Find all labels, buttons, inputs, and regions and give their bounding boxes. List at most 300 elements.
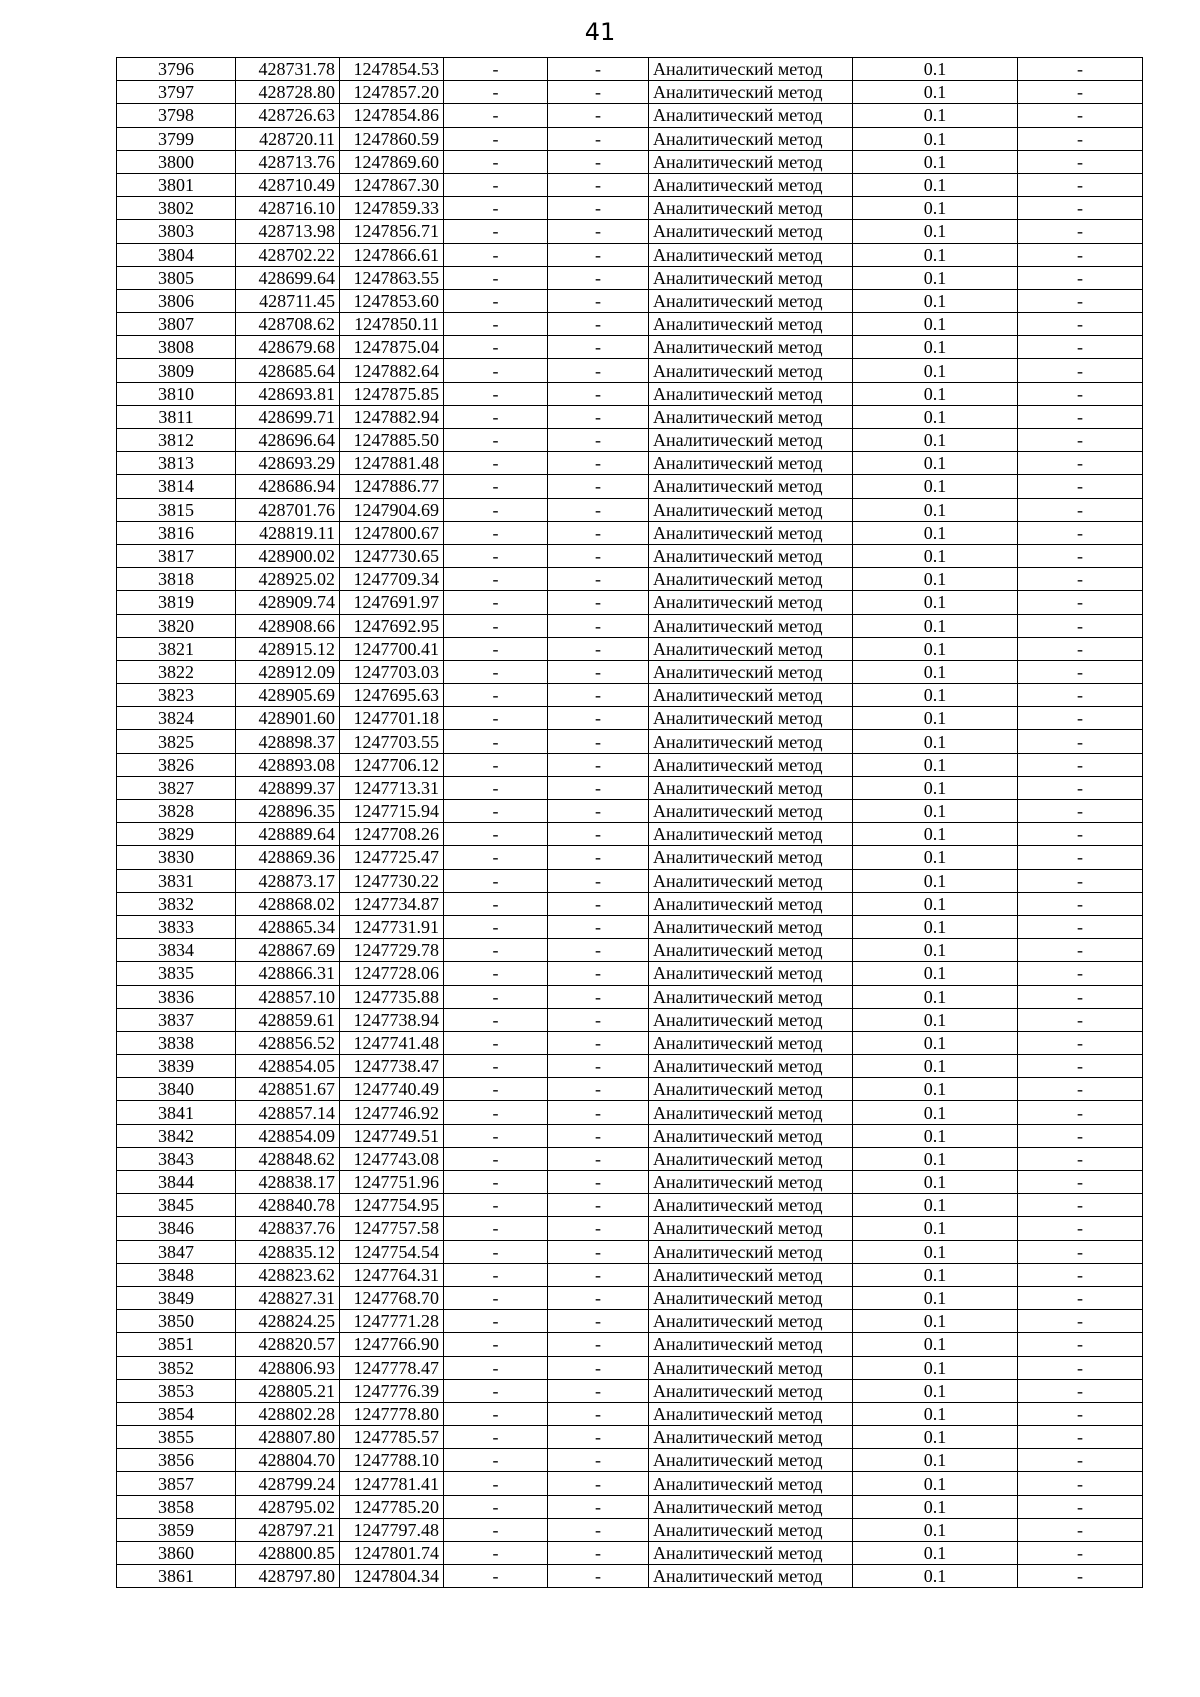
- empty-value-cell: -: [444, 1402, 548, 1425]
- point-number-cell: 3830: [117, 846, 236, 869]
- point-number-cell: 3845: [117, 1194, 236, 1217]
- empty-value-cell: -: [548, 1194, 649, 1217]
- accuracy-cell: 0.1: [853, 544, 1018, 567]
- empty-value-cell: -: [1018, 985, 1143, 1008]
- point-number-cell: 3848: [117, 1263, 236, 1286]
- accuracy-cell: 0.1: [853, 243, 1018, 266]
- x-coordinate-cell: 428854.05: [236, 1055, 340, 1078]
- point-number-cell: 3819: [117, 591, 236, 614]
- accuracy-cell: 0.1: [853, 127, 1018, 150]
- method-cell: Аналитический метод: [649, 637, 853, 660]
- table-row: [117, 1379, 1143, 1402]
- empty-value-cell: -: [548, 243, 649, 266]
- point-number-cell: 3809: [117, 359, 236, 382]
- point-number-cell: 3797: [117, 81, 236, 104]
- empty-value-cell: -: [548, 684, 649, 707]
- y-coordinate-cell: 1247766.90: [340, 1333, 444, 1356]
- empty-value-cell: -: [444, 289, 548, 312]
- accuracy-cell: 0.1: [853, 104, 1018, 127]
- table-row: [117, 869, 1143, 892]
- empty-value-cell: -: [548, 336, 649, 359]
- point-number-cell: 3861: [117, 1565, 236, 1588]
- point-number-cell: 3854: [117, 1402, 236, 1425]
- method-cell: Аналитический метод: [649, 359, 853, 382]
- point-number-cell: 3850: [117, 1310, 236, 1333]
- y-coordinate-cell: 1247692.95: [340, 614, 444, 637]
- accuracy-cell: 0.1: [853, 1124, 1018, 1147]
- x-coordinate-cell: 428869.36: [236, 846, 340, 869]
- table-row: [117, 544, 1143, 567]
- empty-value-cell: -: [548, 1402, 649, 1425]
- empty-value-cell: -: [444, 1472, 548, 1495]
- empty-value-cell: -: [548, 776, 649, 799]
- accuracy-cell: 0.1: [853, 915, 1018, 938]
- accuracy-cell: 0.1: [853, 173, 1018, 196]
- accuracy-cell: 0.1: [853, 730, 1018, 753]
- point-number-cell: 3858: [117, 1495, 236, 1518]
- point-number-cell: 3803: [117, 220, 236, 243]
- table-row: [117, 591, 1143, 614]
- point-number-cell: 3857: [117, 1472, 236, 1495]
- point-number-cell: 3852: [117, 1356, 236, 1379]
- empty-value-cell: -: [444, 637, 548, 660]
- accuracy-cell: 0.1: [853, 637, 1018, 660]
- accuracy-cell: 0.1: [853, 58, 1018, 81]
- table-row: [117, 1333, 1143, 1356]
- empty-value-cell: -: [444, 498, 548, 521]
- empty-value-cell: -: [1018, 498, 1143, 521]
- point-number-cell: 3825: [117, 730, 236, 753]
- empty-value-cell: -: [444, 1194, 548, 1217]
- empty-value-cell: -: [548, 1263, 649, 1286]
- x-coordinate-cell: 428800.85: [236, 1542, 340, 1565]
- empty-value-cell: -: [1018, 544, 1143, 567]
- empty-value-cell: -: [444, 1518, 548, 1541]
- empty-value-cell: -: [548, 1333, 649, 1356]
- method-cell: Аналитический метод: [649, 1055, 853, 1078]
- x-coordinate-cell: 428912.09: [236, 660, 340, 683]
- y-coordinate-cell: 1247801.74: [340, 1542, 444, 1565]
- empty-value-cell: -: [444, 220, 548, 243]
- x-coordinate-cell: 428807.80: [236, 1426, 340, 1449]
- y-coordinate-cell: 1247703.55: [340, 730, 444, 753]
- table-row: [117, 81, 1143, 104]
- x-coordinate-cell: 428840.78: [236, 1194, 340, 1217]
- point-number-cell: 3822: [117, 660, 236, 683]
- empty-value-cell: -: [548, 104, 649, 127]
- table-row: [117, 1031, 1143, 1054]
- empty-value-cell: -: [548, 1565, 649, 1588]
- table-row: [117, 1426, 1143, 1449]
- empty-value-cell: -: [1018, 197, 1143, 220]
- empty-value-cell: -: [444, 800, 548, 823]
- empty-value-cell: -: [444, 1426, 548, 1449]
- empty-value-cell: -: [1018, 1078, 1143, 1101]
- point-number-cell: 3806: [117, 289, 236, 312]
- table-row: [117, 1310, 1143, 1333]
- empty-value-cell: -: [548, 1286, 649, 1309]
- y-coordinate-cell: 1247708.26: [340, 823, 444, 846]
- x-coordinate-cell: 428702.22: [236, 243, 340, 266]
- empty-value-cell: -: [444, 1147, 548, 1170]
- x-coordinate-cell: 428857.10: [236, 985, 340, 1008]
- point-number-cell: 3844: [117, 1171, 236, 1194]
- empty-value-cell: -: [444, 1101, 548, 1124]
- table-row: [117, 1286, 1143, 1309]
- y-coordinate-cell: 1247881.48: [340, 452, 444, 475]
- x-coordinate-cell: 428866.31: [236, 962, 340, 985]
- table-row: [117, 150, 1143, 173]
- empty-value-cell: -: [444, 104, 548, 127]
- empty-value-cell: -: [1018, 220, 1143, 243]
- empty-value-cell: -: [548, 405, 649, 428]
- method-cell: Аналитический метод: [649, 1240, 853, 1263]
- empty-value-cell: -: [1018, 1542, 1143, 1565]
- y-coordinate-cell: 1247797.48: [340, 1518, 444, 1541]
- empty-value-cell: -: [444, 1356, 548, 1379]
- table-row: [117, 1263, 1143, 1286]
- y-coordinate-cell: 1247885.50: [340, 429, 444, 452]
- empty-value-cell: -: [444, 1055, 548, 1078]
- y-coordinate-cell: 1247735.88: [340, 985, 444, 1008]
- empty-value-cell: -: [1018, 1286, 1143, 1309]
- method-cell: Аналитический метод: [649, 429, 853, 452]
- table-row: [117, 1217, 1143, 1240]
- x-coordinate-cell: 428889.64: [236, 823, 340, 846]
- method-cell: Аналитический метод: [649, 1078, 853, 1101]
- empty-value-cell: -: [1018, 1217, 1143, 1240]
- table-row: [117, 1542, 1143, 1565]
- y-coordinate-cell: 1247781.41: [340, 1472, 444, 1495]
- x-coordinate-cell: 428867.69: [236, 939, 340, 962]
- empty-value-cell: -: [548, 359, 649, 382]
- method-cell: Аналитический метод: [649, 544, 853, 567]
- y-coordinate-cell: 1247734.87: [340, 892, 444, 915]
- method-cell: Аналитический метод: [649, 591, 853, 614]
- y-coordinate-cell: 1247875.04: [340, 336, 444, 359]
- empty-value-cell: -: [1018, 800, 1143, 823]
- empty-value-cell: -: [1018, 1008, 1143, 1031]
- method-cell: Аналитический метод: [649, 1194, 853, 1217]
- accuracy-cell: 0.1: [853, 707, 1018, 730]
- empty-value-cell: -: [1018, 313, 1143, 336]
- accuracy-cell: 0.1: [853, 429, 1018, 452]
- accuracy-cell: 0.1: [853, 1565, 1018, 1588]
- empty-value-cell: -: [1018, 869, 1143, 892]
- table-row: [117, 359, 1143, 382]
- table-row: [117, 568, 1143, 591]
- method-cell: Аналитический метод: [649, 1426, 853, 1449]
- point-number-cell: 3802: [117, 197, 236, 220]
- table-row: [117, 730, 1143, 753]
- point-number-cell: 3814: [117, 475, 236, 498]
- accuracy-cell: 0.1: [853, 289, 1018, 312]
- empty-value-cell: -: [548, 985, 649, 1008]
- table-body: [117, 58, 1143, 1588]
- point-number-cell: 3818: [117, 568, 236, 591]
- x-coordinate-cell: 428823.62: [236, 1263, 340, 1286]
- method-cell: Аналитический метод: [649, 1286, 853, 1309]
- empty-value-cell: -: [548, 1426, 649, 1449]
- method-cell: Аналитический метод: [649, 1147, 853, 1170]
- accuracy-cell: 0.1: [853, 985, 1018, 1008]
- method-cell: Аналитический метод: [649, 1217, 853, 1240]
- x-coordinate-cell: 428797.21: [236, 1518, 340, 1541]
- method-cell: Аналитический метод: [649, 1031, 853, 1054]
- point-number-cell: 3849: [117, 1286, 236, 1309]
- empty-value-cell: -: [444, 405, 548, 428]
- x-coordinate-cell: 428720.11: [236, 127, 340, 150]
- table-row: [117, 382, 1143, 405]
- method-cell: Аналитический метод: [649, 614, 853, 637]
- accuracy-cell: 0.1: [853, 1031, 1018, 1054]
- x-coordinate-cell: 428820.57: [236, 1333, 340, 1356]
- table-row: [117, 475, 1143, 498]
- empty-value-cell: -: [1018, 336, 1143, 359]
- point-number-cell: 3856: [117, 1449, 236, 1472]
- accuracy-cell: 0.1: [853, 521, 1018, 544]
- accuracy-cell: 0.1: [853, 1449, 1018, 1472]
- empty-value-cell: -: [548, 429, 649, 452]
- point-number-cell: 3841: [117, 1101, 236, 1124]
- x-coordinate-cell: 428696.64: [236, 429, 340, 452]
- empty-value-cell: -: [548, 614, 649, 637]
- x-coordinate-cell: 428685.64: [236, 359, 340, 382]
- empty-value-cell: -: [1018, 1518, 1143, 1541]
- empty-value-cell: -: [548, 800, 649, 823]
- accuracy-cell: 0.1: [853, 776, 1018, 799]
- accuracy-cell: 0.1: [853, 197, 1018, 220]
- empty-value-cell: -: [1018, 1402, 1143, 1425]
- accuracy-cell: 0.1: [853, 498, 1018, 521]
- method-cell: Аналитический метод: [649, 1101, 853, 1124]
- y-coordinate-cell: 1247886.77: [340, 475, 444, 498]
- empty-value-cell: -: [548, 1310, 649, 1333]
- method-cell: Аналитический метод: [649, 336, 853, 359]
- method-cell: Аналитический метод: [649, 707, 853, 730]
- empty-value-cell: -: [1018, 1124, 1143, 1147]
- x-coordinate-cell: 428728.80: [236, 81, 340, 104]
- empty-value-cell: -: [548, 869, 649, 892]
- table-row: [117, 1472, 1143, 1495]
- table-row: [117, 58, 1143, 81]
- empty-value-cell: -: [548, 521, 649, 544]
- method-cell: Аналитический метод: [649, 243, 853, 266]
- y-coordinate-cell: 1247854.53: [340, 58, 444, 81]
- empty-value-cell: -: [444, 1542, 548, 1565]
- empty-value-cell: -: [444, 336, 548, 359]
- empty-value-cell: -: [548, 823, 649, 846]
- table-row: [117, 336, 1143, 359]
- y-coordinate-cell: 1247850.11: [340, 313, 444, 336]
- y-coordinate-cell: 1247746.92: [340, 1101, 444, 1124]
- empty-value-cell: -: [444, 313, 548, 336]
- point-number-cell: 3801: [117, 173, 236, 196]
- empty-value-cell: -: [548, 1055, 649, 1078]
- point-number-cell: 3811: [117, 405, 236, 428]
- y-coordinate-cell: 1247778.80: [340, 1402, 444, 1425]
- method-cell: Аналитический метод: [649, 173, 853, 196]
- empty-value-cell: -: [548, 127, 649, 150]
- empty-value-cell: -: [548, 452, 649, 475]
- x-coordinate-cell: 428699.64: [236, 266, 340, 289]
- empty-value-cell: -: [548, 1240, 649, 1263]
- point-number-cell: 3851: [117, 1333, 236, 1356]
- point-number-cell: 3813: [117, 452, 236, 475]
- empty-value-cell: -: [548, 1379, 649, 1402]
- empty-value-cell: -: [444, 81, 548, 104]
- x-coordinate-cell: 428859.61: [236, 1008, 340, 1031]
- empty-value-cell: -: [548, 266, 649, 289]
- empty-value-cell: -: [548, 1031, 649, 1054]
- accuracy-cell: 0.1: [853, 1379, 1018, 1402]
- x-coordinate-cell: 428909.74: [236, 591, 340, 614]
- method-cell: Аналитический метод: [649, 1449, 853, 1472]
- y-coordinate-cell: 1247904.69: [340, 498, 444, 521]
- y-coordinate-cell: 1247875.85: [340, 382, 444, 405]
- empty-value-cell: -: [444, 1310, 548, 1333]
- empty-value-cell: -: [444, 266, 548, 289]
- table-row: [117, 684, 1143, 707]
- method-cell: Аналитический метод: [649, 382, 853, 405]
- table-row: [117, 1147, 1143, 1170]
- table-row: [117, 939, 1143, 962]
- empty-value-cell: -: [1018, 1031, 1143, 1054]
- empty-value-cell: -: [444, 359, 548, 382]
- empty-value-cell: -: [548, 1472, 649, 1495]
- accuracy-cell: 0.1: [853, 220, 1018, 243]
- accuracy-cell: 0.1: [853, 892, 1018, 915]
- y-coordinate-cell: 1247695.63: [340, 684, 444, 707]
- empty-value-cell: -: [1018, 382, 1143, 405]
- accuracy-cell: 0.1: [853, 1055, 1018, 1078]
- x-coordinate-cell: 428837.76: [236, 1217, 340, 1240]
- empty-value-cell: -: [1018, 568, 1143, 591]
- empty-value-cell: -: [1018, 58, 1143, 81]
- empty-value-cell: -: [1018, 150, 1143, 173]
- point-number-cell: 3816: [117, 521, 236, 544]
- x-coordinate-cell: 428716.10: [236, 197, 340, 220]
- accuracy-cell: 0.1: [853, 405, 1018, 428]
- method-cell: Аналитический метод: [649, 150, 853, 173]
- empty-value-cell: -: [548, 962, 649, 985]
- table-row: [117, 1008, 1143, 1031]
- y-coordinate-cell: 1247691.97: [340, 591, 444, 614]
- method-cell: Аналитический метод: [649, 776, 853, 799]
- empty-value-cell: -: [1018, 1565, 1143, 1588]
- table-row: [117, 1449, 1143, 1472]
- x-coordinate-cell: 428805.21: [236, 1379, 340, 1402]
- x-coordinate-cell: 428708.62: [236, 313, 340, 336]
- method-cell: Аналитический метод: [649, 846, 853, 869]
- accuracy-cell: 0.1: [853, 359, 1018, 382]
- empty-value-cell: -: [444, 1449, 548, 1472]
- x-coordinate-cell: 428851.67: [236, 1078, 340, 1101]
- point-number-cell: 3810: [117, 382, 236, 405]
- table-row: [117, 1078, 1143, 1101]
- method-cell: Аналитический метод: [649, 498, 853, 521]
- table-row: [117, 962, 1143, 985]
- table-row: [117, 614, 1143, 637]
- y-coordinate-cell: 1247859.33: [340, 197, 444, 220]
- x-coordinate-cell: 428827.31: [236, 1286, 340, 1309]
- point-number-cell: 3805: [117, 266, 236, 289]
- method-cell: Аналитический метод: [649, 1008, 853, 1031]
- point-number-cell: 3834: [117, 939, 236, 962]
- accuracy-cell: 0.1: [853, 1101, 1018, 1124]
- method-cell: Аналитический метод: [649, 1565, 853, 1588]
- accuracy-cell: 0.1: [853, 382, 1018, 405]
- empty-value-cell: -: [548, 568, 649, 591]
- point-number-cell: 3827: [117, 776, 236, 799]
- method-cell: Аналитический метод: [649, 1472, 853, 1495]
- table-row: [117, 915, 1143, 938]
- empty-value-cell: -: [444, 452, 548, 475]
- point-number-cell: 3800: [117, 150, 236, 173]
- empty-value-cell: -: [548, 289, 649, 312]
- method-cell: Аналитический метод: [649, 197, 853, 220]
- y-coordinate-cell: 1247785.20: [340, 1495, 444, 1518]
- x-coordinate-cell: 428908.66: [236, 614, 340, 637]
- x-coordinate-cell: 428899.37: [236, 776, 340, 799]
- point-number-cell: 3824: [117, 707, 236, 730]
- empty-value-cell: -: [1018, 1171, 1143, 1194]
- empty-value-cell: -: [444, 684, 548, 707]
- empty-value-cell: -: [444, 892, 548, 915]
- empty-value-cell: -: [444, 173, 548, 196]
- y-coordinate-cell: 1247738.94: [340, 1008, 444, 1031]
- y-coordinate-cell: 1247754.95: [340, 1194, 444, 1217]
- method-cell: Аналитический метод: [649, 1356, 853, 1379]
- empty-value-cell: -: [444, 915, 548, 938]
- y-coordinate-cell: 1247867.30: [340, 173, 444, 196]
- empty-value-cell: -: [548, 637, 649, 660]
- x-coordinate-cell: 428799.24: [236, 1472, 340, 1495]
- table-row: [117, 823, 1143, 846]
- table-row: [117, 753, 1143, 776]
- x-coordinate-cell: 428726.63: [236, 104, 340, 127]
- method-cell: Аналитический метод: [649, 1171, 853, 1194]
- x-coordinate-cell: 428905.69: [236, 684, 340, 707]
- x-coordinate-cell: 428806.93: [236, 1356, 340, 1379]
- table-row: [117, 220, 1143, 243]
- method-cell: Аналитический метод: [649, 266, 853, 289]
- method-cell: Аналитический метод: [649, 1542, 853, 1565]
- table-row: [117, 1240, 1143, 1263]
- table-row: [117, 173, 1143, 196]
- empty-value-cell: -: [1018, 405, 1143, 428]
- point-number-cell: 3799: [117, 127, 236, 150]
- empty-value-cell: -: [548, 892, 649, 915]
- empty-value-cell: -: [444, 1031, 548, 1054]
- method-cell: Аналитический метод: [649, 800, 853, 823]
- empty-value-cell: -: [548, 475, 649, 498]
- y-coordinate-cell: 1247764.31: [340, 1263, 444, 1286]
- table-row: [117, 1402, 1143, 1425]
- accuracy-cell: 0.1: [853, 313, 1018, 336]
- point-number-cell: 3835: [117, 962, 236, 985]
- y-coordinate-cell: 1247788.10: [340, 1449, 444, 1472]
- empty-value-cell: -: [444, 429, 548, 452]
- empty-value-cell: -: [444, 1286, 548, 1309]
- table-row: [117, 452, 1143, 475]
- point-number-cell: 3796: [117, 58, 236, 81]
- empty-value-cell: -: [444, 776, 548, 799]
- point-number-cell: 3820: [117, 614, 236, 637]
- point-number-cell: 3859: [117, 1518, 236, 1541]
- empty-value-cell: -: [1018, 475, 1143, 498]
- point-number-cell: 3798: [117, 104, 236, 127]
